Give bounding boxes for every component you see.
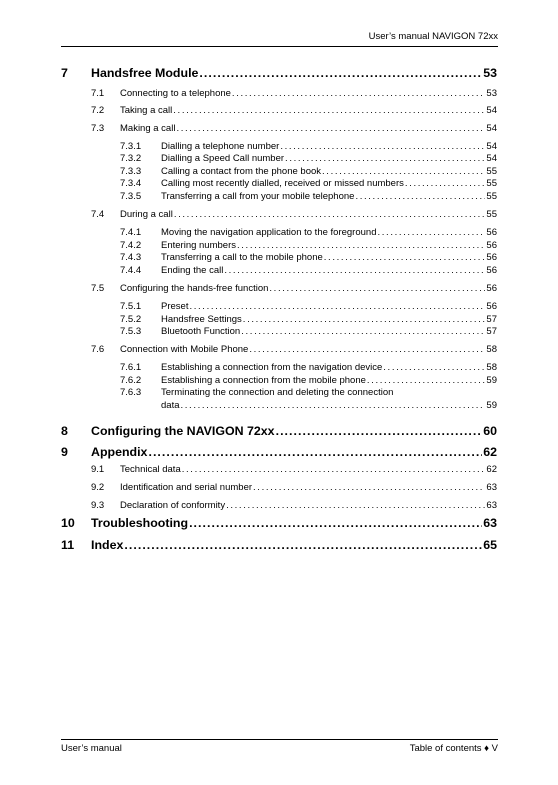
toc-number: 7.4.1 xyxy=(120,227,142,238)
leader-dots xyxy=(199,66,482,80)
leader-dots xyxy=(174,209,486,220)
toc-title: Connecting to a telephone xyxy=(120,88,231,99)
toc-entry-7-3[interactable] xyxy=(91,123,497,134)
leader-dots xyxy=(377,227,485,238)
toc-title: Index xyxy=(91,538,124,552)
toc-entry-7-5-2[interactable] xyxy=(120,314,497,325)
leader-dots xyxy=(237,240,485,251)
toc-entry-9-1[interactable] xyxy=(91,464,497,475)
toc-entry-7-6-3[interactable] xyxy=(120,387,497,398)
leader-dots xyxy=(224,265,485,276)
leader-dots xyxy=(324,252,486,263)
leader-dots xyxy=(276,424,483,438)
toc-entry-7-4-4[interactable] xyxy=(120,265,497,276)
toc-entry-7-4-3[interactable] xyxy=(120,252,497,263)
toc-entry-9-3[interactable] xyxy=(91,500,497,511)
leader-dots xyxy=(181,400,486,411)
toc-number: 9 xyxy=(61,445,68,459)
toc-title: Configuring the NAVIGON 72xx xyxy=(91,424,275,438)
toc-entry-9-2[interactable] xyxy=(91,482,497,493)
toc-title: Moving the navigation application to the foreground xyxy=(161,227,377,238)
toc-entry-10[interactable] xyxy=(61,516,497,530)
toc-title: Preset xyxy=(161,301,189,312)
leader-dots xyxy=(322,166,485,177)
leader-dots xyxy=(189,301,485,312)
toc-number: 7.4.3 xyxy=(120,252,142,263)
toc-entry-7[interactable] xyxy=(61,66,497,80)
leader-dots xyxy=(243,314,486,325)
toc-title: Entering numbers xyxy=(161,240,236,251)
toc-title: Dialling a telephone number xyxy=(161,141,280,152)
leader-dots xyxy=(383,362,485,373)
leader-dots xyxy=(176,123,485,134)
toc-title: Identification and serial number xyxy=(120,482,253,493)
toc-number: 7.3.2 xyxy=(120,153,142,164)
toc-number: 7.6.3 xyxy=(120,387,142,398)
toc-number: 7.3.3 xyxy=(120,166,142,177)
toc-number: 7.3.4 xyxy=(120,178,142,189)
toc-page: 58 xyxy=(486,344,497,355)
toc-page: 54 xyxy=(486,105,497,116)
toc-page: 59 xyxy=(486,375,497,386)
toc-title: Dialling a Speed Call number xyxy=(161,153,285,164)
toc-title: Troubleshooting xyxy=(91,516,189,530)
toc-title: Declaration of conformity xyxy=(120,500,226,511)
toc-title: Making a call xyxy=(120,123,176,134)
leader-dots xyxy=(173,105,485,116)
toc-number: 7.5.1 xyxy=(120,301,142,312)
toc-title: Handsfree Settings xyxy=(161,314,242,325)
toc-page: 59 xyxy=(486,400,497,411)
running-header: User’s manual NAVIGON 72xx xyxy=(368,31,498,42)
toc-entry-7-1[interactable] xyxy=(91,88,497,99)
leader-dots xyxy=(189,516,482,530)
toc-number: 9.3 xyxy=(91,500,105,511)
toc-page: 54 xyxy=(486,123,497,134)
toc-entry-7-5-1[interactable] xyxy=(120,301,497,312)
toc-number: 7 xyxy=(61,66,68,80)
toc-page: 56 xyxy=(486,301,497,312)
toc-title: Ending the call xyxy=(161,265,224,276)
toc-number: 7.2 xyxy=(91,105,105,116)
toc-entry-7-3-5[interactable] xyxy=(120,191,497,202)
toc-title: Establishing a connection from the navigation device xyxy=(161,362,383,373)
toc-title: Bluetooth Function xyxy=(161,326,241,337)
toc-page: 57 xyxy=(486,326,497,337)
leader-dots xyxy=(355,191,485,202)
toc-page: 56 xyxy=(486,227,497,238)
toc-entry-7-3-3[interactable] xyxy=(120,166,497,177)
toc-number: 8 xyxy=(61,424,68,438)
leader-dots xyxy=(269,283,485,294)
toc-number: 7.4 xyxy=(91,209,105,220)
toc-entry-7-4-1[interactable] xyxy=(120,227,497,238)
toc-page: 57 xyxy=(486,314,497,325)
toc-number: 7.5 xyxy=(91,283,105,294)
toc-number: 7.3.1 xyxy=(120,141,142,152)
leader-dots xyxy=(367,375,486,386)
toc-title: Calling a contact from the phone book xyxy=(161,166,322,177)
toc-page: 62 xyxy=(486,464,497,475)
toc-title: Configuring the hands-free function xyxy=(120,283,269,294)
toc-page: 65 xyxy=(483,538,497,552)
footer-rule xyxy=(61,739,498,740)
toc-entry-7-6-1[interactable] xyxy=(120,362,497,373)
leader-dots xyxy=(241,326,485,337)
toc-number: 7.6.2 xyxy=(120,375,142,386)
toc-number: 7.6.1 xyxy=(120,362,142,373)
toc-title: Connection with Mobile Phone xyxy=(120,344,249,355)
toc-entry-8[interactable] xyxy=(61,424,497,438)
toc-entry-7-5[interactable] xyxy=(91,283,497,294)
toc-page: 53 xyxy=(483,66,497,80)
toc-title: Handsfree Module xyxy=(91,66,199,80)
leader-dots xyxy=(148,445,482,459)
toc-entry-7-6-2[interactable] xyxy=(120,375,497,386)
leader-dots xyxy=(405,178,486,189)
toc-page: 55 xyxy=(486,209,497,220)
toc-entry-11[interactable] xyxy=(61,538,497,552)
toc-title: Establishing a connection from the mobile phone xyxy=(161,375,366,386)
leader-dots xyxy=(182,464,486,475)
toc-entry-7-4-2[interactable] xyxy=(120,240,497,251)
toc-page: 55 xyxy=(486,166,497,177)
toc-page: 55 xyxy=(486,178,497,189)
toc-page: 56 xyxy=(486,265,497,276)
toc-title-continued: data xyxy=(161,400,180,411)
toc-number: 7.3.5 xyxy=(120,191,142,202)
toc-title: Calling most recently dialled, received or missed numbers xyxy=(161,178,404,189)
leader-dots xyxy=(285,153,485,164)
toc-entry-7-3-2[interactable] xyxy=(120,153,497,164)
toc-number: 9.2 xyxy=(91,482,105,493)
toc-title: Taking a call xyxy=(120,105,173,116)
toc-page: 63 xyxy=(486,482,497,493)
toc-title: Transferring a call from your mobile telephone xyxy=(161,191,355,202)
leader-dots xyxy=(249,344,485,355)
toc-page: 58 xyxy=(486,362,497,373)
toc-number: 9.1 xyxy=(91,464,105,475)
toc-title: During a call xyxy=(120,209,173,220)
toc-entry-7-4[interactable] xyxy=(91,209,497,220)
toc-entry-7-6-3-continued[interactable] xyxy=(161,400,497,411)
toc-entry-9[interactable] xyxy=(61,445,497,459)
toc-title: Terminating the connection and deleting the connection xyxy=(161,387,394,398)
leader-dots xyxy=(124,538,482,552)
toc-page: 63 xyxy=(483,516,497,530)
toc-page: 53 xyxy=(486,88,497,99)
toc-number: 7.1 xyxy=(91,88,105,99)
toc-page: 55 xyxy=(486,191,497,202)
toc-page: 63 xyxy=(486,500,497,511)
toc-page: 54 xyxy=(486,153,497,164)
toc-number: 10 xyxy=(61,516,75,530)
toc-number: 7.6 xyxy=(91,344,105,355)
toc-page: 60 xyxy=(483,424,497,438)
toc-page: 56 xyxy=(486,283,497,294)
toc-page: 62 xyxy=(483,445,497,459)
footer-left-text: User’s manual xyxy=(61,743,122,754)
toc-number: 7.4.4 xyxy=(120,265,142,276)
toc-entry-7-2[interactable] xyxy=(91,105,497,116)
toc-number: 7.3 xyxy=(91,123,105,134)
toc-entry-7-5-3[interactable] xyxy=(120,326,497,337)
toc-title: Appendix xyxy=(91,445,148,459)
toc-entry-7-6[interactable] xyxy=(91,344,497,355)
toc-number: 7.5.3 xyxy=(120,326,142,337)
toc-number: 7.5.2 xyxy=(120,314,142,325)
toc-number: 11 xyxy=(61,538,75,552)
toc-page: 54 xyxy=(486,141,497,152)
footer-page-label: Table of contents ♦ V xyxy=(409,743,498,754)
toc-entry-7-3-4[interactable] xyxy=(120,178,497,189)
toc-page: 56 xyxy=(486,252,497,263)
toc-title: Transferring a call to the mobile phone xyxy=(161,252,323,263)
leader-dots xyxy=(226,500,485,511)
toc-title: Technical data xyxy=(120,464,181,475)
toc-number: 7.4.2 xyxy=(120,240,142,251)
leader-dots xyxy=(280,141,485,152)
toc-page: 56 xyxy=(486,240,497,251)
leader-dots xyxy=(232,88,486,99)
leader-dots xyxy=(253,482,485,493)
toc-entry-7-3-1[interactable] xyxy=(120,141,497,152)
